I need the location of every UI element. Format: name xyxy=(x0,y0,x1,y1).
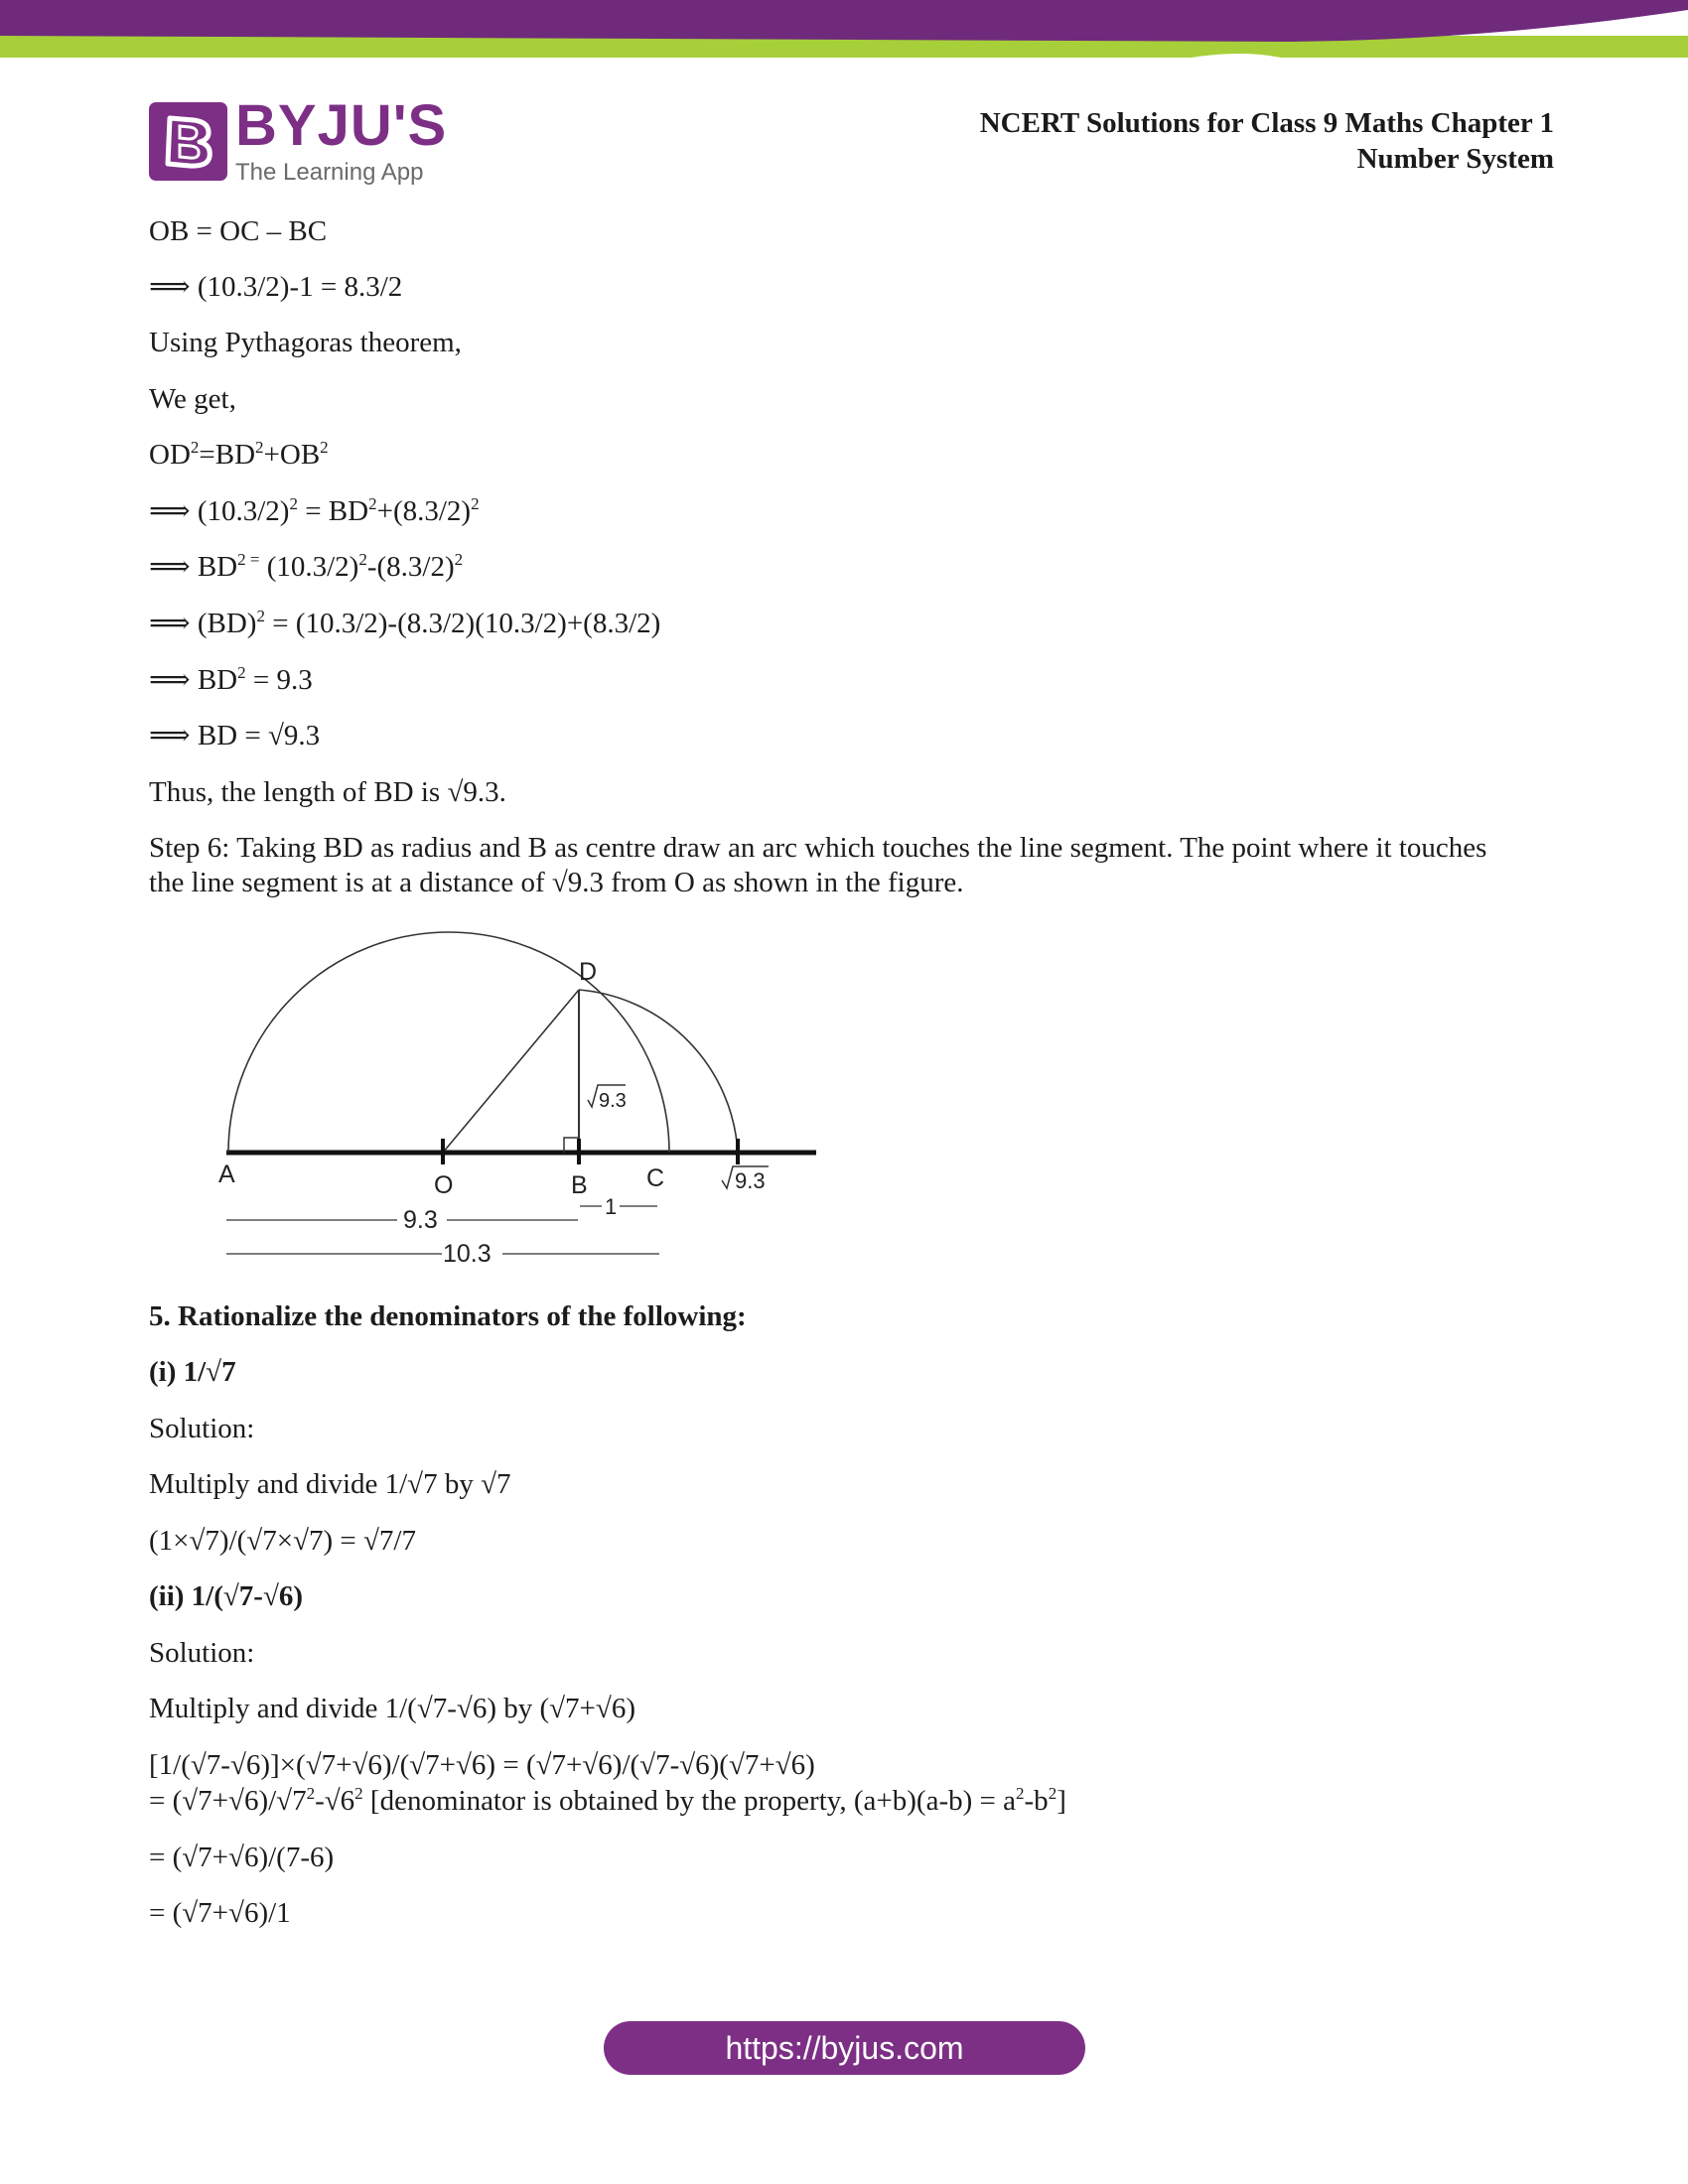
solution-label: Solution: xyxy=(149,1413,255,1444)
text-line: Multiply and divide 1/(√7-√6) by (√7+√6) xyxy=(149,1693,635,1724)
label-a: A xyxy=(218,1160,235,1188)
equation-line: (1×√7)/(√7×√7) = √7/7 xyxy=(149,1525,416,1557)
question-5-part-ii: (ii) 1/(√7-√6) xyxy=(149,1580,304,1612)
header-title-line-2: Number System xyxy=(1356,143,1554,175)
document-header-title xyxy=(980,105,1554,177)
text-line: Multiply and divide 1/√7 by √7 xyxy=(149,1468,511,1500)
sqrt-label-end xyxy=(722,1166,769,1193)
text-line: Using Pythagoras theorem, xyxy=(149,327,462,358)
equation-line: = (√7+√6)/(7-6) xyxy=(149,1842,335,1873)
dimension-label-1: 1 xyxy=(605,1194,618,1219)
question-5-heading: 5. Rationalize the denominators of the following: xyxy=(149,1300,747,1332)
logo-b-icon xyxy=(149,102,227,181)
text-line: Thus, the length of BD is √9.3. xyxy=(149,776,506,808)
equation-line: ⟹ $BD^2 = 9.3$ xyxy=(149,663,313,696)
label-o: O xyxy=(434,1171,454,1199)
arc-from-b xyxy=(579,990,738,1153)
footer-url-link[interactable]: https://byjus.com xyxy=(604,2021,1085,2075)
brand-name: BYJU'S xyxy=(235,93,448,158)
text-line: OB = OC – BC xyxy=(149,215,328,247)
svg-text:9.3: 9.3 xyxy=(735,1168,766,1193)
equation-line: ⟹ $(10.3/2)^2 = BD^2+(8.3/2)^2$ xyxy=(149,494,480,527)
text-line: ⟹ (10.3/2)-1 = 8.3/2 xyxy=(149,271,403,303)
dimension-label-9-3: 9.3 xyxy=(403,1206,438,1234)
solution-label: Solution: xyxy=(149,1637,255,1669)
text-line: We get, xyxy=(149,383,236,415)
equation-line: ⟹ BD = √9.3 xyxy=(149,720,321,751)
equation-line: $OD^2=BD^2+OB^2$ xyxy=(149,438,329,471)
sqrt-label-mid xyxy=(588,1085,627,1112)
equation-line: = $(√7+√6)/√7^2-√6^2$ [denominator is obtained by the property, $(a+b)(a-b) = a^2-b^2$] xyxy=(149,1784,1066,1817)
equation-line: [1/(√7-√6)]×(√7+√6)/(√7+√6) = (√7+√6)/(√7-√6)(√7+√6) xyxy=(149,1749,815,1781)
equation-line: = (√7+√6)/1 xyxy=(149,1897,291,1929)
number-line-construction-figure xyxy=(209,928,824,1266)
byjus-logo xyxy=(149,93,448,186)
label-b: B xyxy=(571,1171,588,1199)
header-title-line-1: NCERT Solutions for Class 9 Maths Chapter 1 xyxy=(979,107,1554,139)
brand-tagline: The Learning App xyxy=(235,159,424,186)
svg-text:9.3: 9.3 xyxy=(599,1090,627,1112)
segment-od xyxy=(443,990,579,1153)
step-6-paragraph: Step 6: Taking BD as radius and B as centre draw an arc which touches the line segment. The point where it touches the line segment is at a distance of √9.3 from O as shown in the figure. xyxy=(149,832,1487,898)
label-c: C xyxy=(646,1164,665,1192)
top-decorative-band xyxy=(0,0,1688,62)
question-5-part-i: (i) 1/√7 xyxy=(149,1356,236,1388)
label-d: D xyxy=(579,958,598,986)
equation-line: ⟹ $BD^{2 =}$ $(10.3/2)^2-(8.3/2)^2$ xyxy=(149,550,464,583)
semicircle-arc xyxy=(228,932,669,1153)
purple-band xyxy=(0,0,1688,42)
dimension-label-10-3: 10.3 xyxy=(443,1240,492,1266)
equation-line: ⟹ (BD)$^2$ = (10.3/2)-(8.3/2)(10.3/2)+(8.3/2) xyxy=(149,607,661,639)
